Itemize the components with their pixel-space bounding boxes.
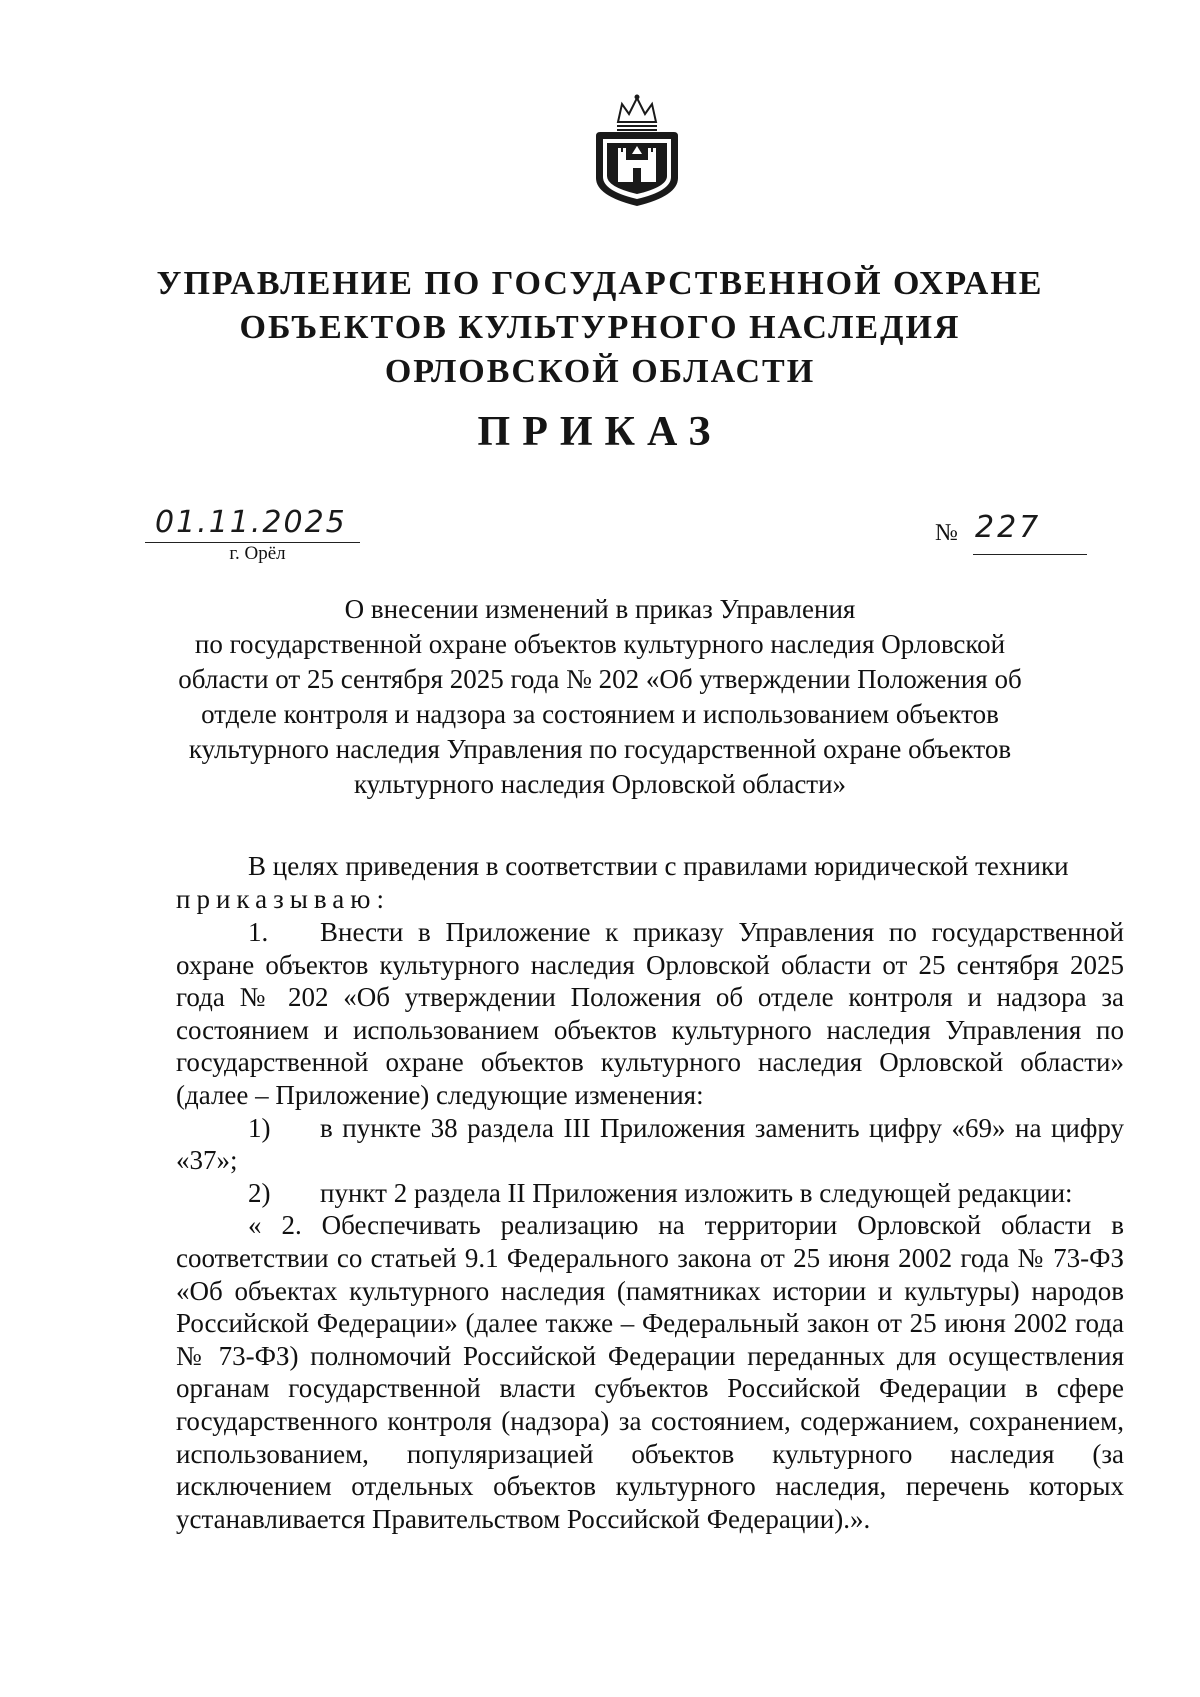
item-1 [176, 916, 1124, 1112]
document-type-title: ПРИКАЗ [477, 409, 723, 455]
subitem-1-text: в пункте 38 раздела III Приложения заменить цифру «69» на цифру «37»; [176, 1112, 1124, 1176]
subject-line: отделе контроля и надзора за состоянием и использованием объектов [201, 699, 999, 729]
subject-line: по государственной охране объектов культурного наследия Орловской [194, 629, 1006, 659]
handwritten-date: 01.11.2025 [155, 505, 347, 540]
preamble-text: В целях приведения в соответствии с правилами юридической техники [248, 851, 1069, 881]
subitem-2-text: пункт 2 раздела II Приложения изложить в следующей редакции: [320, 1177, 1073, 1208]
order-word: приказываю: [176, 883, 390, 914]
document-number-block [935, 510, 1087, 558]
subject-line: области от 25 сентября 2025 года № 202 «Об утверждении Положения об [178, 664, 1022, 694]
item-1-text: Внести в Приложение к приказу Управления по государственной охране объектов культурного наследия Орловской области от 25 сентября 2025 года № 202 «Об утверждении Положения об отделе контроля и надзора за состоянием и использованием объектов культурного наследия Управления по государственной охране объектов культурного наследия Орловской области» (далее – Приложение) следующие изменения: [176, 917, 1124, 1110]
order-body [176, 916, 1124, 1535]
subject-line: О внесении изменений в приказ Управления [344, 594, 856, 624]
subject-line: культурного наследия Орловской области» [353, 769, 847, 799]
number-underline [973, 554, 1087, 555]
organization-name-line: ОРЛОВСКОЙ ОБЛАСТИ [384, 353, 816, 390]
subitem-2 [176, 1177, 1124, 1210]
date-block [145, 506, 360, 565]
subitem-1 [176, 1112, 1124, 1177]
city-label: г. Орёл [229, 543, 286, 564]
subitem-2-number: 2) [248, 1177, 271, 1208]
organization-name-line: УПРАВЛЕНИЕ ПО ГОСУДАРСТВЕННОЙ ОХРАНЕ [156, 265, 1044, 302]
handwritten-number: 227 [975, 510, 1042, 545]
new-clause-text: « 2. Обеспечивать реализацию на территории Орловской области в соответствии со статьей 9.1 Федерального закона от 25 июня 2002 года № 73-ФЗ «Об объектах культурного наследия (памятниках истории и культуры) народов Российской Федерации» (далее также – Федеральный закон от 25 июня 2002 года № 73-ФЗ) полномочий Российской Федерации переданных для осуществления органам государственной власти субъектов Российской Федерации в сфере государственного контроля (надзора) за состоянием, содержанием, сохранением, использованием, популяризацией объектов культурного наследия (за исключением отдельных объектов культурного наследия, перечень которых устанавливается Правительством Российской Федерации).». [176, 1210, 1124, 1534]
number-sign: № [935, 520, 958, 546]
preamble [176, 850, 1124, 915]
subject-line: культурного наследия Управления по государственной охране объектов [188, 734, 1012, 764]
coat-of-arms-icon [588, 92, 686, 210]
organization-name-line: ОБЪЕКТОВ КУЛЬТУРНОГО НАСЛЕДИЯ [239, 309, 961, 346]
item-1-number: 1. [248, 917, 269, 947]
organization-name [150, 262, 1050, 394]
subitem-1-number: 1) [248, 1112, 271, 1143]
order-subject [150, 592, 1050, 802]
